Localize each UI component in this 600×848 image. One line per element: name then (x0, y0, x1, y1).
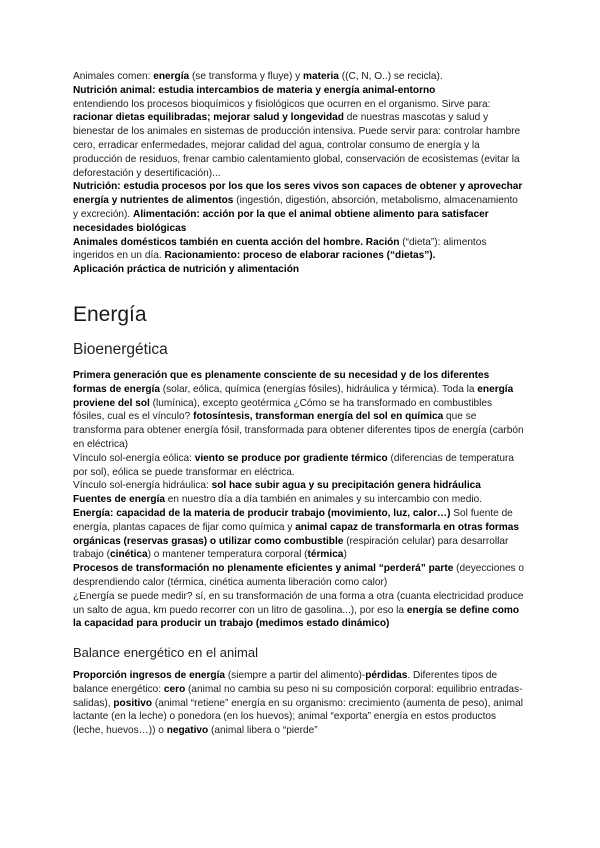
heading-balance-energetico: Balance energético en el animal (73, 645, 259, 661)
text-run: ((C, N, O..) se recicla). (338, 71, 443, 82)
text-run: Sol fuente de energía, plantas capaces de fijar como química y (73, 507, 513, 533)
paragraph (73, 562, 525, 590)
paragraph (73, 180, 525, 235)
bold-text: Procesos de transformación no plenamente eficientes y animal “perderá” parte (73, 563, 454, 575)
section-bioenergetica (73, 369, 525, 631)
bold-text: Nutrición animal: estudia intercambios de materia y energía animal-entorno (73, 84, 436, 96)
paragraph (73, 70, 525, 84)
text-run: (“dieta”): alimentos ingeridos en un día. (73, 236, 487, 262)
bold-text: Proporción ingresos de energía (73, 670, 226, 682)
bold-text: Racionamiento: proceso de elaborar raciones (“dietas”). (164, 250, 436, 262)
section-nutricion (73, 70, 525, 277)
paragraph (73, 669, 525, 738)
text-run: (solar, eólica, química (energías fósiles), hidráulica y térmica). Toda la (159, 383, 478, 395)
bold-text: energía (153, 71, 190, 82)
text-run: (ingestión, digestión, absorción, metabolismo, almacenamiento y excreción). (73, 195, 518, 220)
bold-text: sol hace subir agua y su precipitación genera hidráulica (211, 480, 481, 492)
text-run: ¿Energía se puede medir? sí, en su transformación de una forma a otra (cuanta electricidad produce un salto de agua, km puedo recorrer con un litro de gasolina...), por eso la (73, 590, 524, 616)
text-run: entendiendo los procesos bioquímicos y fisiológicos que ocurren en el organismo. Sirve para: (73, 98, 491, 110)
bold-text: energía proviene del sol (73, 383, 514, 409)
paragraph (73, 369, 525, 452)
text-run: (animal libera o “pierde” (208, 725, 318, 737)
bold-text: Nutrición: estudia procesos por los que los seres vivos son capaces de obtener y aprovechar energía y nutrientes de alimentos (73, 181, 523, 207)
text-run: Vínculo sol-energía eólica: (73, 452, 195, 464)
bold-text: Fuentes de energía (73, 494, 165, 506)
bold-text: cero (163, 683, 186, 695)
heading-bioenergetica: Bioenergética (73, 340, 168, 358)
paragraph (73, 84, 525, 98)
document-page (73, 70, 525, 738)
bold-text: animal capaz de transformarla en otras formas orgánicas (reservas grasas) o utilizar como combustible (73, 521, 520, 547)
text-run: (animal “retiene” energía en su organismo: crecimiento (aumenta de peso), animal lactante (en la leche) o ponedora (en los huevos); animal “exporta” energía en estos productos (leche, huevos…)) o (73, 697, 523, 737)
paragraph (73, 452, 525, 480)
text-run: Vínculo sol-energía hidráulica: (73, 480, 212, 492)
text-run: ) (343, 549, 347, 561)
text-run: (deyecciones o desprendiendo calor (térmica, cinética aumenta liberación como calor) (73, 563, 525, 588)
text-run: (diferencias de temperatura por sol), eólica se puede transformar en eléctrica. (73, 452, 514, 478)
text-run: (lumínica), excepto geotérmica ¿Cómo se ha transformado en combustibles fósiles, cual es el vínculo? (73, 397, 493, 423)
bold-text: energía se define como la capacidad para producir un trabajo (medimos estado dinámico) (73, 604, 520, 630)
paragraph (73, 98, 525, 181)
text-run: (siempre a partir del alimento)- (225, 670, 366, 682)
bold-text: Energía: capacidad de la materia de producir trabajo (movimiento, luz, calor…) (73, 507, 451, 519)
text-run: en nuestro día a día también en animales y su intercambio con medio. (165, 494, 483, 506)
paragraph (73, 479, 525, 493)
bold-text: Alimentación: acción por la que el animal obtiene alimento para satisfacer necesidades biológicas (73, 208, 489, 234)
bold-text: Primera generación que es plenamente consciente de su necesidad y de los diferentes formas de energía (73, 369, 490, 395)
bold-text: fotosíntesis, transforman energía del sol en química (193, 411, 444, 423)
paragraph (73, 590, 525, 631)
text-run: Animales comen: (73, 71, 154, 82)
paragraph (73, 493, 525, 507)
text-run: (animal no cambia su peso ni su composición corporal: equilibrio entradas-salidas), (73, 683, 523, 709)
bold-text: Aplicación práctica de nutrición y alimentación (73, 264, 300, 276)
paragraph (73, 236, 525, 264)
bold-text: térmica (307, 549, 344, 561)
text-run: . Diferentes tipos de balance energético: (73, 670, 498, 695)
bold-text: viento se produce por gradiente térmico (194, 452, 388, 464)
text-run: ) o mantener temperatura corporal ( (147, 549, 308, 561)
bold-text: racionar dietas equilibradas; mejorar salud y longevidad (73, 112, 344, 124)
text-run: (respiración celular) para desarrollar trabajo ( (73, 535, 509, 561)
bold-text: negativo (166, 725, 209, 737)
heading-energia: Energía (73, 302, 147, 326)
text-run: de nuestras mascotas y salud y bienestar de los animales en sistemas de producción intensiva. Puede servir para: controlar hambre cero, erradicar enfermedades, mejorar calidad del agua, controlar consumo de energía y la producción de residuos, frenar cambio calentamiento global, conservación de ecosistemas (evitar la deforestación y desertificación)... (73, 112, 521, 179)
text-run: que se transforma para obtener energía fósil, transformada para obtener diferentes tipos de energía (carbón en eléctrica) (73, 411, 524, 450)
paragraph (73, 507, 525, 562)
bold-text: Animales domésticos también en cuenta acción del hombre. Ración (73, 236, 400, 248)
text-run: (se transforma y fluye) y (189, 71, 304, 82)
bold-text: positivo (113, 697, 153, 709)
paragraph (73, 263, 525, 277)
section-balance (73, 669, 525, 738)
bold-text: pérdidas (365, 670, 408, 682)
bold-text: cinética (110, 549, 148, 561)
bold-text: materia (303, 71, 339, 82)
